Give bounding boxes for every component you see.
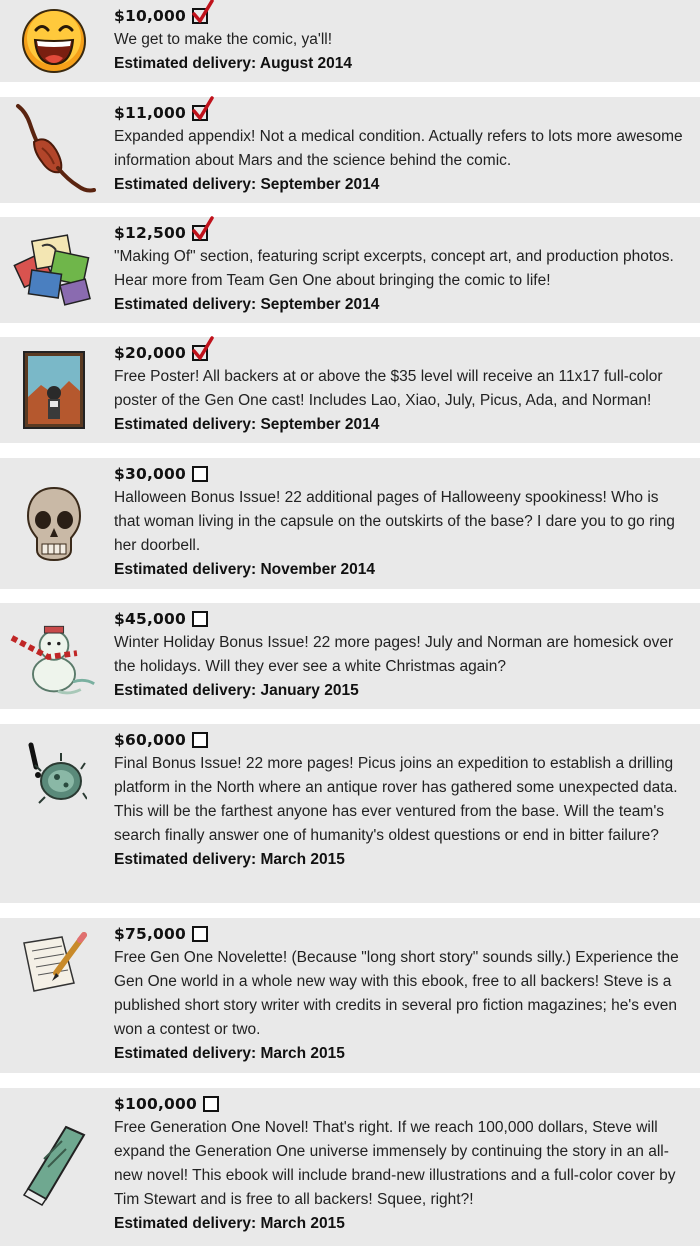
book-icon: [10, 1094, 98, 1234]
goal-delivery: Estimated delivery: March 2015: [114, 851, 345, 868]
goal-description: Halloween Bonus Issue! 22 additional pages of Halloweeny spookiness! Who is that woman living in the capsule on the outskirts of the base? I dare you to go ring her doorbell.: [114, 489, 675, 554]
goal-amount: $75,000: [114, 925, 186, 943]
goal-description: We get to make the comic, ya'll!: [114, 31, 333, 48]
skull-icon: [10, 458, 98, 589]
goal-description: "Making Of" section, featuring script excerpts, concept art, and production photos. Hear more from Team Gen One about bringing the comic to life!: [114, 248, 674, 289]
goal-achieved-checkbox: [192, 105, 208, 121]
goal-delivery: Estimated delivery: March 2015: [114, 1215, 345, 1232]
goal-amount: $11,000: [114, 104, 186, 122]
laughing-face-icon: [10, 4, 98, 78]
goal-pending-checkbox: [192, 466, 208, 482]
microbe-alert-icon: [10, 724, 98, 824]
stretch-goal-75000: [0, 918, 700, 1073]
appendix-organ-icon: [10, 97, 98, 203]
goal-achieved-checkbox: [192, 8, 208, 24]
goal-delivery: Estimated delivery: September 2014: [114, 416, 380, 433]
stretch-goal-12500: [0, 217, 700, 323]
goal-amount: $100,000: [114, 1095, 197, 1113]
goal-pending-checkbox: [192, 611, 208, 627]
goal-description: Final Bonus Issue! 22 more pages! Picus joins an expedition to establish a drilling platform in the North where an antique rover has gathered some unexpected data. This will be the farthest anyone has ever ventured from the base. Will the team's search finally answer one of humanity's oldest questions or end in bitter failure?: [114, 755, 678, 844]
goal-delivery: Estimated delivery: March 2015: [114, 1045, 345, 1062]
goal-amount: $45,000: [114, 610, 186, 628]
goal-description: Free Poster! All backers at or above the $35 level will receive an 11x17 full-color poster of the Gen One cast! Includes Lao, Xiao, July, Picus, Ada, and Norman!: [114, 368, 663, 409]
paper-and-pen-icon: [10, 918, 98, 1008]
goal-delivery: Estimated delivery: November 2014: [114, 561, 376, 578]
goal-amount: $10,000: [114, 7, 186, 25]
goal-pending-checkbox: [203, 1096, 219, 1112]
snowman-icon: [10, 603, 98, 709]
goal-amount: $12,500: [114, 224, 186, 242]
goal-amount: $60,000: [114, 731, 186, 749]
stretch-goal-60000: [0, 724, 700, 903]
stretch-goal-20000: [0, 337, 700, 443]
goal-pending-checkbox: [192, 732, 208, 748]
goal-description: Free Generation One Novel! That's right. If we reach 100,000 dollars, Steve will expand the Generation One universe immensely by continuing the story in an all-new novel! This ebook will include brand-new illustrations and a full-color cover by Tim Stewart and is free to all backers! Squee, right?!: [114, 1119, 676, 1208]
goal-description: Free Gen One Novelette! (Because "long short story" sounds silly.) Experience the Gen One world in a whole new way with this ebook, free to all backers! Steve is a published short story writer with credits in several pro fiction magazines; he's even won a contest or two.: [114, 949, 679, 1038]
goal-description: Winter Holiday Bonus Issue! 22 more pages! July and Norman are homesick over the holidays. Will they ever see a white Christmas again?: [114, 634, 674, 675]
stretch-goal-11000: [0, 97, 700, 203]
goal-achieved-checkbox: [192, 225, 208, 241]
stretch-goal-10000: [0, 0, 700, 82]
goal-pending-checkbox: [192, 926, 208, 942]
stretch-goal-100000: [0, 1088, 700, 1246]
stretch-goal-45000: [0, 603, 700, 709]
goal-delivery: Estimated delivery: September 2014: [114, 176, 380, 193]
goal-amount: $20,000: [114, 344, 186, 362]
poster-icon: [10, 337, 98, 443]
stretch-goal-30000: [0, 458, 700, 589]
goal-delivery: Estimated delivery: January 2015: [114, 682, 359, 699]
goal-amount: $30,000: [114, 465, 186, 483]
goal-description: Expanded appendix! Not a medical condition. Actually refers to lots more awesome information about Mars and the science behind the comic.: [114, 128, 683, 169]
goal-delivery: Estimated delivery: August 2014: [114, 55, 353, 72]
scattered-photos-icon: [10, 217, 98, 323]
goal-achieved-checkbox: [192, 345, 208, 361]
goal-delivery: Estimated delivery: September 2014: [114, 296, 380, 313]
